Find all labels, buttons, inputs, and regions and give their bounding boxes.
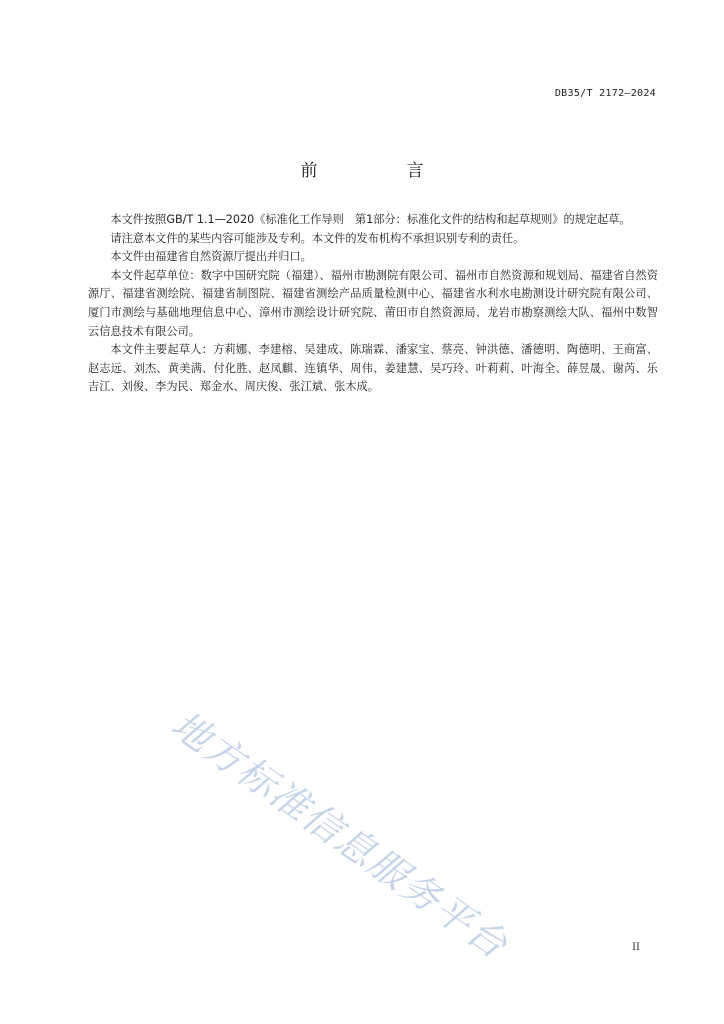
paragraph-patent-notice: 请注意本文件的某些内容可能涉及专利。本文件的发布机构不承担识别专利的责任。 [110, 231, 525, 245]
page-title: 前 言 [300, 161, 460, 181]
paragraph-drafting-rules: 本文件按照GB/T 1.1—2020《标准化工作导则 第1部分：标准化文件的结构和起草规则》的规定起草。 [110, 213, 631, 226]
paragraph-drafting-units: 本文件起草单位：数字中国研究院（福建）、福州市勘测院有限公司、福州市自然资源和规划局、福建省自然资源厅、福建省测绘院、福建省制图院、福建省测绘产品质量检测中心、福建省水利水电勘测设计研究院有限公司、厦门市测绘与基础地理信息中心、漳州市测绘设计研究院、莆田市自然资源局、龙岩市勘察测绘大队、福州中数智云信息技术有限公司。 [88, 268, 658, 338]
paragraph-drafters: 本文件主要起草人：方莉娜、李建榕、吴建成、陈瑞霖、潘家宝、蔡亮、钟洪德、潘德明、陶德明、王商富、赵志远、刘杰、黄美满、付化胜、赵凤麒、连镇华、周伟、姜建慧、吴巧玲、叶莉莉、叶海全、薛昱晟、谢芮、乐吉江、刘俊、李为民、郑金水、周庆俊、张江斌、张木成。 [88, 343, 658, 394]
document-code: DB35/T 2172—2024 [554, 88, 656, 99]
foreword-body [88, 211, 658, 397]
watermark: 地方标准信息服务平台 [163, 702, 517, 968]
page-number: II [632, 942, 640, 953]
paragraph-proposer: 本文件由福建省自然资源厅提出并归口。 [110, 250, 312, 264]
